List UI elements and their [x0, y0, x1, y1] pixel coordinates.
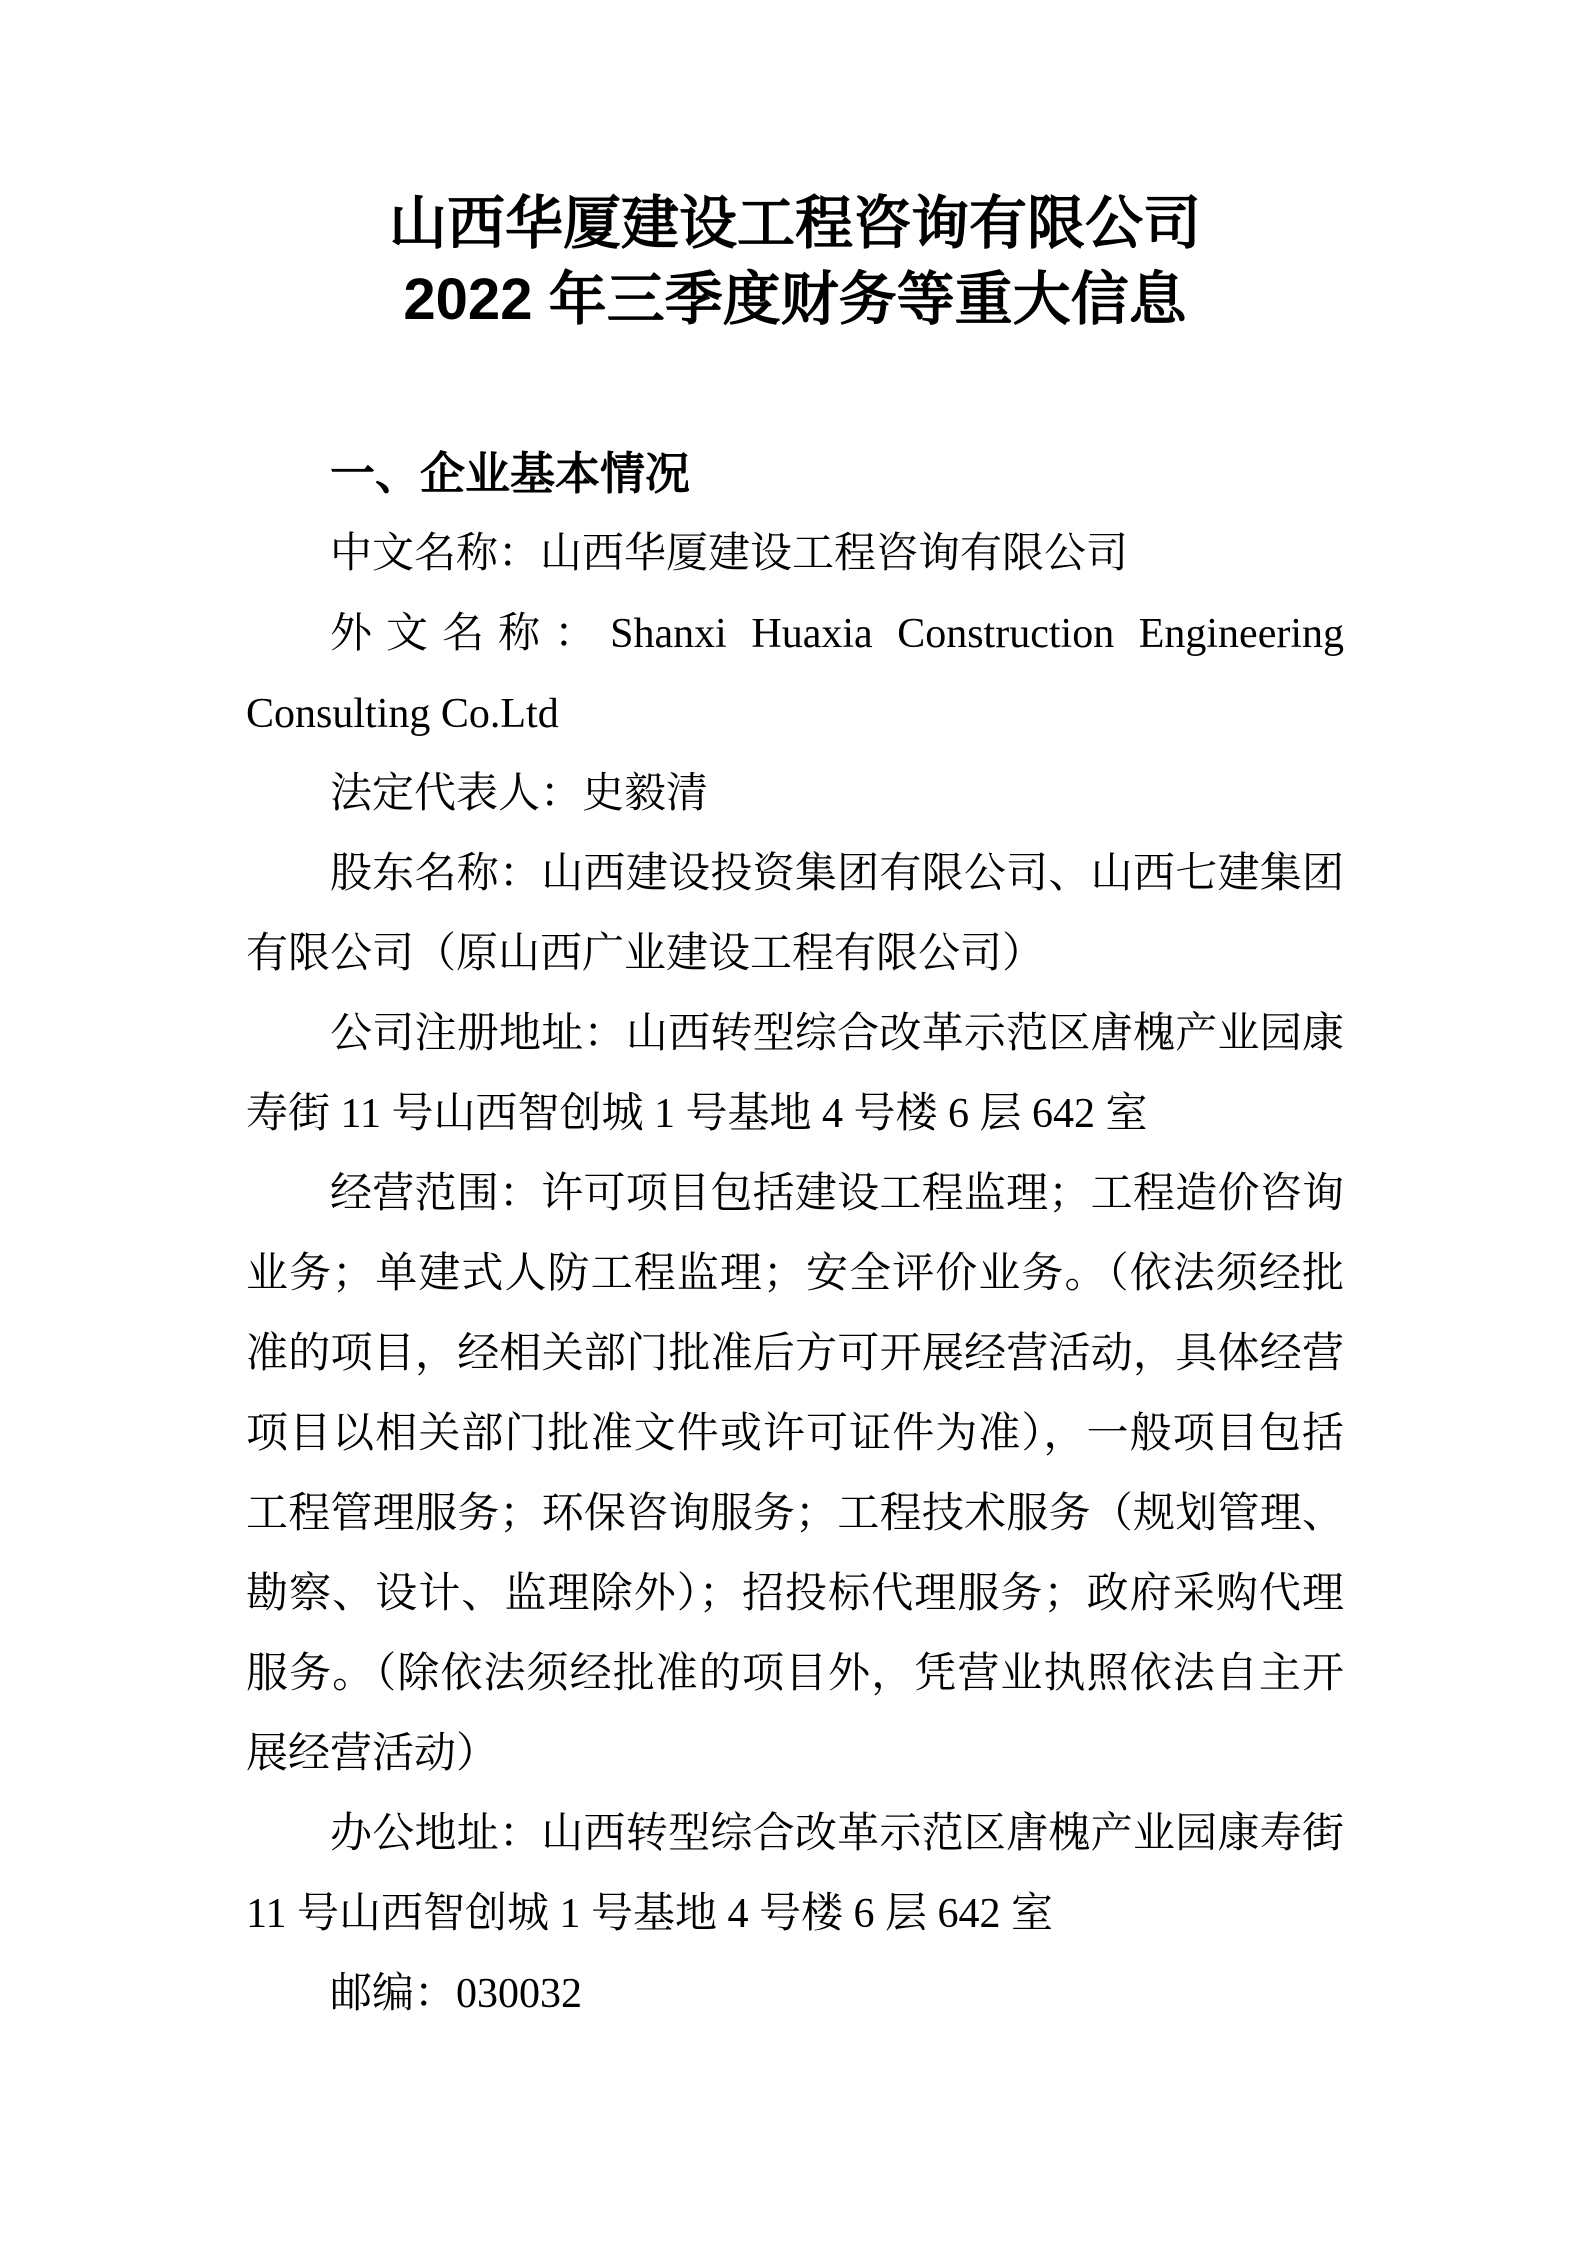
paragraph-office-address: 办公地址：山西转型综合改革示范区唐槐产业园康寿街 11 号山西智创城 1 号基地 4 号楼 6 层 642 室: [246, 1811, 1344, 1937]
paragraph-foreign-name: 外文名称：Shanxi Huaxia Construction Engineering Consulting Co.Ltd: [246, 611, 1344, 737]
document-body: [246, 514, 1344, 2034]
paragraph-legal-representative: 法定代表人：史毅清: [330, 771, 709, 817]
paragraph-business-scope: 经营范围：许可项目包括建设工程监理；工程造价咨询业务；单建式人防工程监理；安全评价业务。（依法须经批准的项目，经相关部门批准后方可开展经营活动，具体经营项目以相关部门批准文件或许可证件为准），一般项目包括工程管理服务；环保咨询服务；工程技术服务（规划管理、勘察、设计、监理除外）；招投标代理服务；政府采购代理服务。（除依法须经批准的项目外，凭营业执照依法自主开展经营活动）: [246, 1171, 1344, 1777]
section-heading-basic-info: 一、企业基本情况: [330, 448, 691, 499]
title-line-2: 2022 年三季度财务等重大信息: [403, 267, 1187, 332]
paragraph-chinese-name: 中文名称：山西华厦建设工程咨询有限公司: [330, 531, 1129, 577]
paragraph-postal-code: 邮编：030032: [330, 1971, 583, 2017]
title-line-1: 山西华厦建设工程咨询有限公司: [388, 191, 1201, 256]
paragraph-shareholders: 股东名称：山西建设投资集团有限公司、山西七建集团有限公司（原山西广业建设工程有限公司）: [246, 851, 1344, 977]
paragraph-registered-address: 公司注册地址：山西转型综合改革示范区唐槐产业园康寿街 11 号山西智创城 1 号基地 4 号楼 6 层 642 室: [246, 1011, 1344, 1137]
document-title: [246, 186, 1344, 338]
